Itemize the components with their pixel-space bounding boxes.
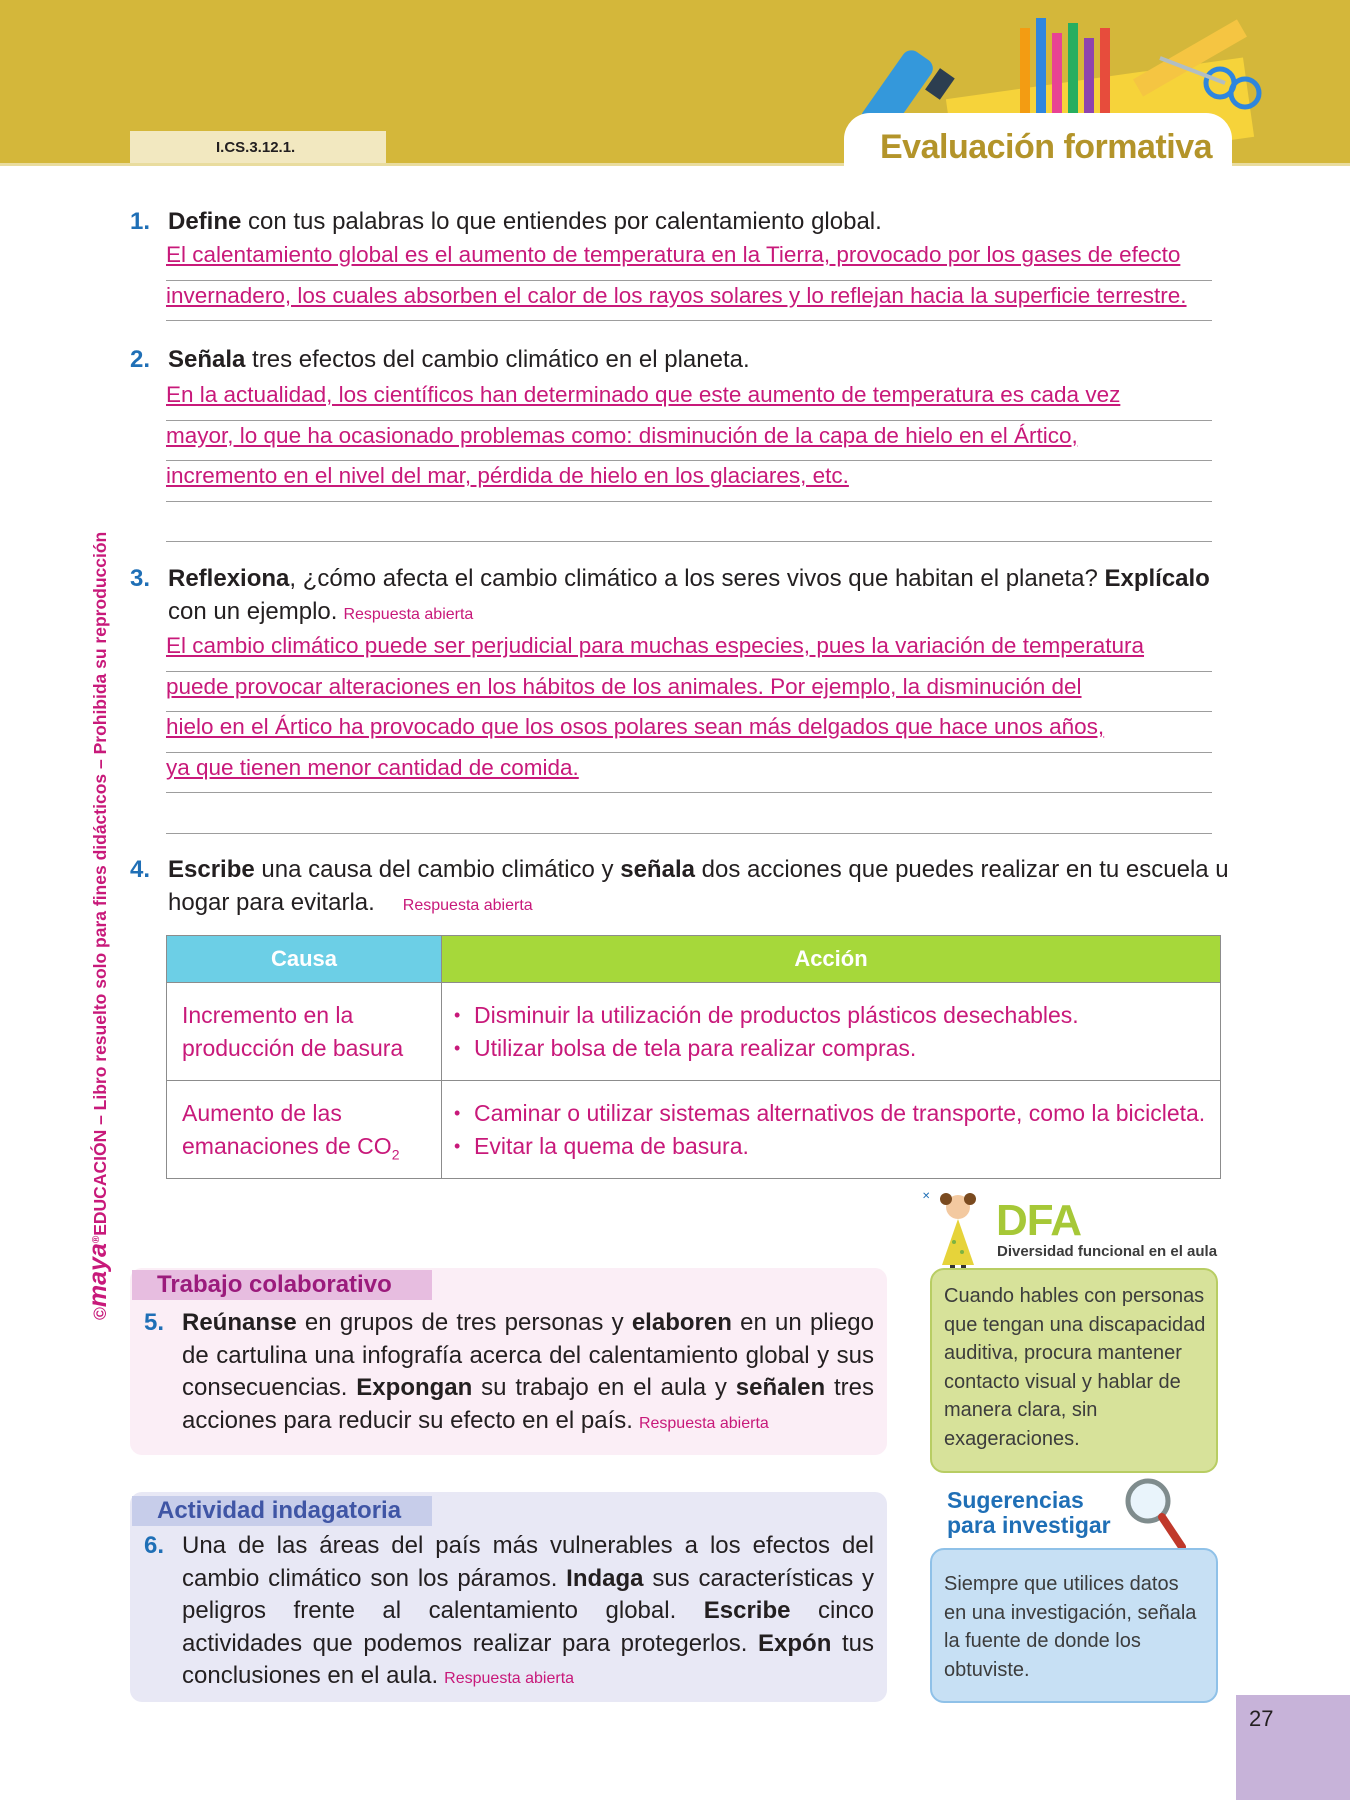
question-6: 6. Una de las áreas del país más vulnerables a los efectos del cambio climático son los páramos. Indaga sus características y peligros frente al calentamiento global. Escribe cinco actividades que podemos realizar para protegerlos. Expón tus conclusiones en el aula. Respuesta abierta <box>144 1532 874 1689</box>
answer-2 <box>166 380 1212 542</box>
cause-cell: Aumento de las emanaciones de $CO_2$ <box>167 1081 442 1179</box>
question-1: 1. Define con tus palabras lo que entiendes por calentamiento global. <box>130 208 882 235</box>
list-item: • Disminuir la utilización de productos plásticos desechables. <box>454 999 1220 1032</box>
table-row <box>167 1081 1221 1179</box>
dfa-subtitle: Diversidad funcional en el aula <box>997 1243 1218 1260</box>
magnifying-glass-icon <box>1120 1475 1190 1555</box>
answer-line: puede provocar alteraciones en los hábitos de los animales. Por ejemplo, la disminución del <box>166 672 1212 713</box>
table-row <box>167 983 1221 1081</box>
collaborative-work-tag: Trabajo colaborativo <box>132 1270 432 1300</box>
page-number: 27 <box>1249 1706 1274 1731</box>
answer-1 <box>166 240 1212 321</box>
research-suggestions-note: Siempre que utilices datos en una investigación, señala la fuente de donde los obtuviste. <box>930 1548 1218 1703</box>
answer-line <box>166 502 1212 543</box>
question-3: 3. Reflexiona, ¿cómo afecta el cambio climático a los seres vivos que habitan el planeta? Explícalo con un ejemplo. Respuesta abierta <box>130 565 1210 625</box>
cause-cell: Incremento en la producción de basura <box>167 983 442 1081</box>
answer-line: incremento en el nivel del mar, pérdida de hielo en los glaciares, etc. <box>166 461 1212 502</box>
list-item: • Utilizar bolsa de tela para realizar compras. <box>454 1032 1220 1065</box>
question-5: 5. Reúnanse en grupos de tres personas y elaboren en un pliego de cartulina una infografía acerca del calentamiento global y sus consecuencias. Expongan su trabajo en el aula y señalen tres acciones para reducir su efecto en el país. Respuesta abierta <box>144 1309 874 1434</box>
answer-line <box>166 793 1212 834</box>
list-item: • Caminar o utilizar sistemas alternativos de transporte, como la bicicleta. <box>454 1097 1220 1130</box>
answer-line: En la actualidad, los científicos han determinado que este aumento de temperatura es cada vez <box>166 380 1212 421</box>
brand-logo: maya <box>84 1243 112 1308</box>
copyright-side-note: ©maya®EDUCACIÓN – Libro resuelto solo para fines didácticos – Prohibida su reproducción <box>84 531 112 1320</box>
action-cell <box>442 983 1221 1081</box>
open-answer-note: Respuesta abierta <box>343 606 474 623</box>
question-4: 4. Escribe una causa del cambio climático y señala dos acciones que puedes realizar en tu escuela u hogar para evitarla. Respuesta abierta <box>130 856 1229 916</box>
answer-line: ya que tienen menor cantidad de comida. <box>166 753 1212 794</box>
question-2: 2. Señala tres efectos del cambio climático en el planeta. <box>130 346 750 373</box>
answer-line: El cambio climático puede ser perjudicial para muchas especies, pues la variación de temperatura <box>166 631 1212 672</box>
answer-line: mayor, lo que ha ocasionado problemas como: disminución de la capa de hielo en el Ártico, <box>166 421 1212 462</box>
answer-3 <box>166 631 1212 834</box>
open-answer-note: Respuesta abierta <box>638 1414 769 1432</box>
action-cell <box>442 1081 1221 1179</box>
column-header-causa: Causa <box>167 936 442 983</box>
answer-line: hielo en el Ártico ha provocado que los osos polares sean más delgados que hace unos años, <box>166 712 1212 753</box>
column-header-accion: Acción <box>442 936 1221 983</box>
answer-line: invernadero, los cuales absorben el calor de los rayos solares y lo reflejan hacia la superficie terrestre. <box>166 281 1212 322</box>
curriculum-code: I.CS.3.12.1. <box>130 131 386 163</box>
cause-action-table <box>166 935 1221 1179</box>
research-suggestions-title: Sugerencias para investigar <box>947 1487 1111 1538</box>
dfa-title: DFA <box>996 1196 1081 1245</box>
svg-text:✕: ✕ <box>922 1191 931 1202</box>
inquiry-activity-tag: Actividad indagatoria <box>132 1496 432 1526</box>
open-answer-note: Respuesta abierta <box>444 1670 575 1687</box>
dfa-note: Cuando hables con personas que tengan una discapacidad auditiva, procura mantener contacto visual y hablar de manera clara, sin exageraciones. <box>930 1268 1218 1473</box>
list-item: • Evitar la quema de basura. <box>454 1130 1220 1163</box>
answer-line: El calentamiento global es el aumento de temperatura en la Tierra, provocado por los gases de efecto <box>166 240 1212 281</box>
page-title: Evaluación formativa <box>880 128 1213 166</box>
open-answer-note: Respuesta abierta <box>402 897 533 914</box>
girl-character-icon <box>920 1187 1000 1272</box>
